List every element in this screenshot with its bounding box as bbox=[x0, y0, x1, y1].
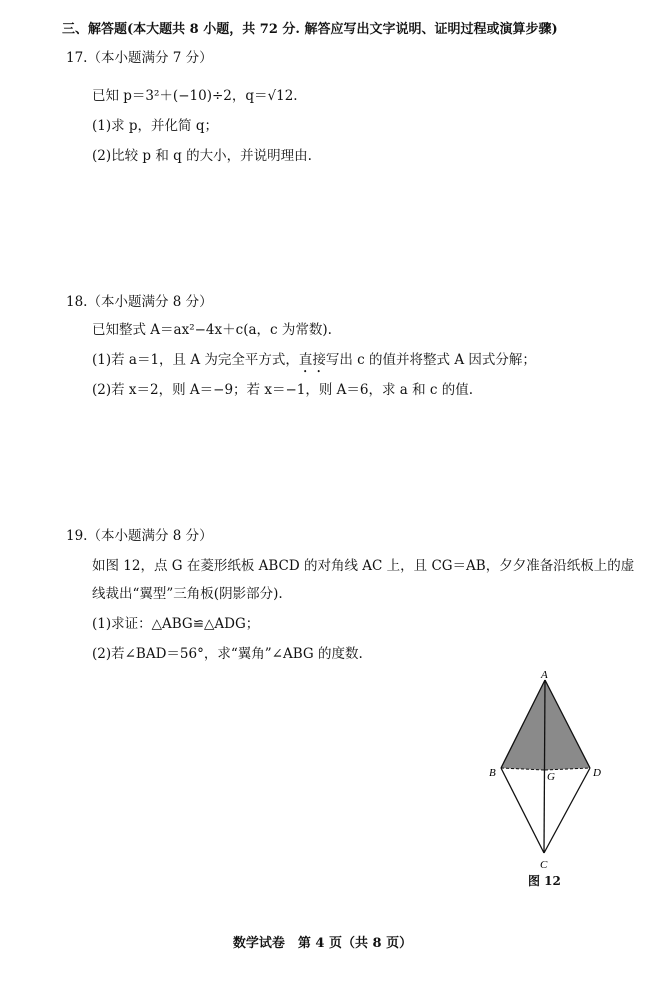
q17-line-1: 已知 p＝3²＋(−10)÷2，q＝√12. bbox=[92, 88, 298, 104]
q17-line-3: (2)比较 p 和 q 的大小，并说明理由. bbox=[92, 148, 312, 164]
q18-header: 18.（本小题满分 8 分） bbox=[66, 294, 213, 310]
q19-line-2: 线裁出“翼型”三角板(阴影部分). bbox=[92, 586, 283, 602]
q19-line-4: (2)若∠BAD＝56°，求“翼角”∠ABG 的度数. bbox=[92, 646, 363, 662]
label-d: D bbox=[593, 767, 601, 779]
edge-bc bbox=[501, 768, 544, 853]
label-b: B bbox=[489, 767, 496, 779]
rhombus-figure bbox=[480, 668, 620, 873]
q18-line-2-a: (1)若 a＝1，且 A 为完全平方式， bbox=[92, 352, 299, 368]
q18-line-2-b: 写出 c 的值并将整式 A 因式分解； bbox=[325, 352, 536, 368]
label-a: A bbox=[541, 669, 548, 681]
q19-line-3: (1)求证：△ABG≌△ADG； bbox=[92, 616, 260, 632]
label-c: C bbox=[540, 859, 548, 871]
page-footer: 数学试卷 第 4 页（共 8 页） bbox=[232, 936, 413, 951]
section-title: 三、解答题(本大题共 8 小题，共 72 分. 解答应写出文字说明、证明过程或演算步骤) bbox=[62, 22, 558, 37]
q18-line-1: 已知整式 A＝ax²−4x＋c(a，c 为常数). bbox=[92, 322, 332, 338]
q18-line-3: (2)若 x＝2，则 A＝−9；若 x＝−1，则 A＝6，求 a 和 c 的值. bbox=[92, 382, 474, 398]
q17-header: 17.（本小题满分 7 分） bbox=[66, 50, 213, 66]
q18-line-2 bbox=[92, 348, 536, 376]
q17-line-2: (1)求 p，并化简 q； bbox=[92, 118, 218, 134]
q19-line-1: 如图 12，点 G 在菱形纸板 ABCD 的对角线 AC 上，且 CG＝AB，夕夕准备沿纸板上的虚 bbox=[92, 558, 635, 574]
label-g: G bbox=[547, 771, 555, 783]
figure-caption: 图 12 bbox=[528, 874, 561, 888]
q19-header: 19.（本小题满分 8 分） bbox=[66, 528, 213, 544]
q18-emphasis: 直接 bbox=[298, 352, 326, 368]
